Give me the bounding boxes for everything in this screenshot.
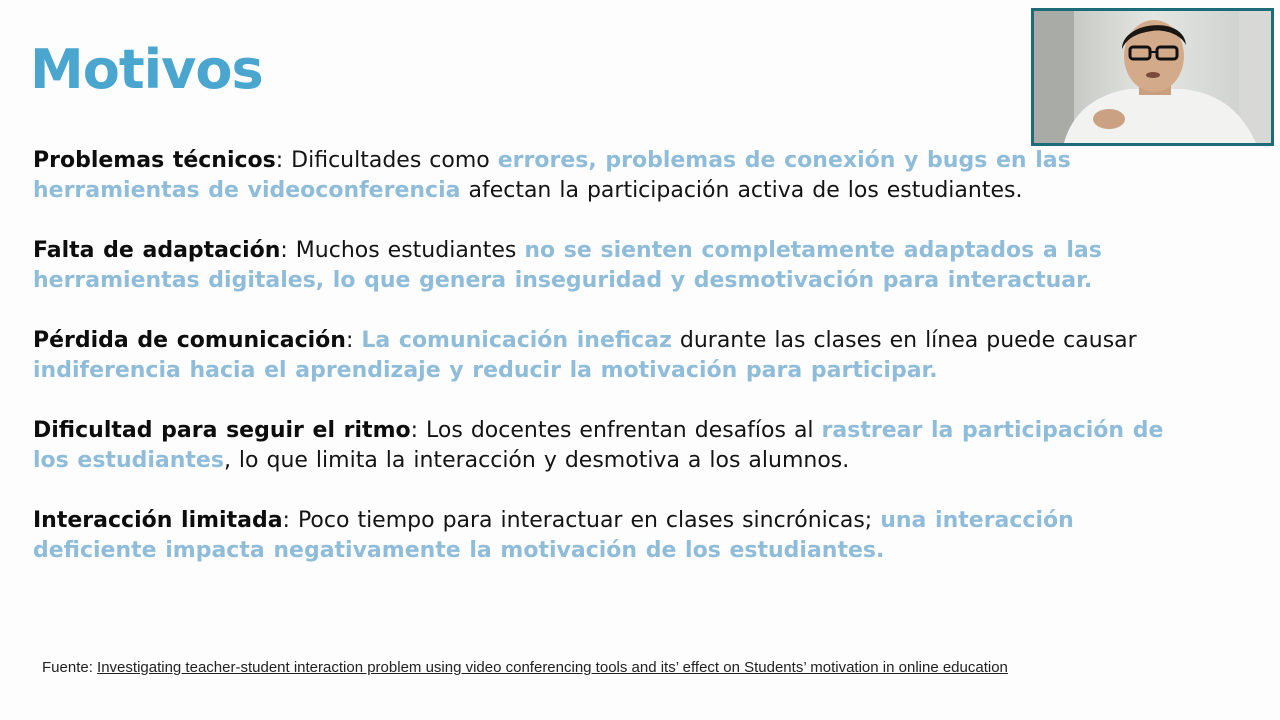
point-text: Los docentes enfrentan desafíos al bbox=[426, 418, 822, 443]
point-highlight: no se sienten completamente adaptados a las herramientas digitales, lo que genera inseguridad y desmotivación para interactuar. bbox=[33, 238, 1102, 293]
point-label: Dificultad para seguir el ritmo bbox=[33, 418, 411, 443]
source-prefix: Fuente: bbox=[42, 659, 98, 676]
source-citation bbox=[42, 659, 1008, 676]
bullet-list bbox=[33, 146, 1183, 596]
point-highlight: rastrear la participación de los estudiantes bbox=[33, 418, 1164, 473]
source-link[interactable]: Investigating teacher-student interaction problem using video conferencing tools and its’ effect on Students’ motivation in online education bbox=[97, 659, 1008, 676]
point-highlight: una interacción deficiente impacta negativamente la motivación de los estudiantes. bbox=[33, 508, 1074, 563]
point-interaccion-limitada bbox=[33, 506, 1183, 566]
point-text: durante las clases en línea puede causar bbox=[671, 328, 1137, 353]
point-text: , lo que limita la interacción y desmotiva a los alumnos. bbox=[223, 448, 850, 473]
point-separator: : bbox=[280, 238, 296, 263]
point-highlight: indiferencia hacia el aprendizaje y reducir la motivación para participar. bbox=[33, 358, 938, 383]
point-text: Dificultades como bbox=[291, 148, 498, 173]
point-text: Muchos estudiantes bbox=[295, 238, 525, 263]
slide-title: Motivos bbox=[30, 38, 263, 101]
point-label: Pérdida de comunicación bbox=[33, 328, 346, 353]
point-separator: : bbox=[282, 508, 298, 533]
point-separator: : bbox=[410, 418, 427, 443]
point-separator: : bbox=[345, 328, 362, 353]
point-text: Poco tiempo para interactuar en clases sincrónicas; bbox=[297, 508, 881, 533]
point-falta-de-adaptacion bbox=[33, 236, 1183, 296]
point-highlight: La comunicación ineficaz bbox=[361, 328, 672, 353]
point-highlight: errores, problemas de conexión y bugs en las herramientas de videoconferencia bbox=[33, 148, 1071, 203]
presenter-video-icon bbox=[1034, 11, 1271, 143]
point-label: Problemas técnicos bbox=[33, 148, 276, 173]
point-separator: : bbox=[275, 148, 292, 173]
point-perdida-de-comunicacion bbox=[33, 326, 1183, 386]
point-dificultad-ritmo bbox=[33, 416, 1183, 476]
presenter-webcam[interactable] bbox=[1031, 8, 1274, 146]
point-text: afectan la participación activa de los estudiantes. bbox=[460, 178, 1023, 203]
point-problemas-tecnicos bbox=[33, 146, 1183, 206]
point-label: Interacción limitada bbox=[33, 508, 283, 533]
point-label: Falta de adaptación bbox=[33, 238, 281, 263]
